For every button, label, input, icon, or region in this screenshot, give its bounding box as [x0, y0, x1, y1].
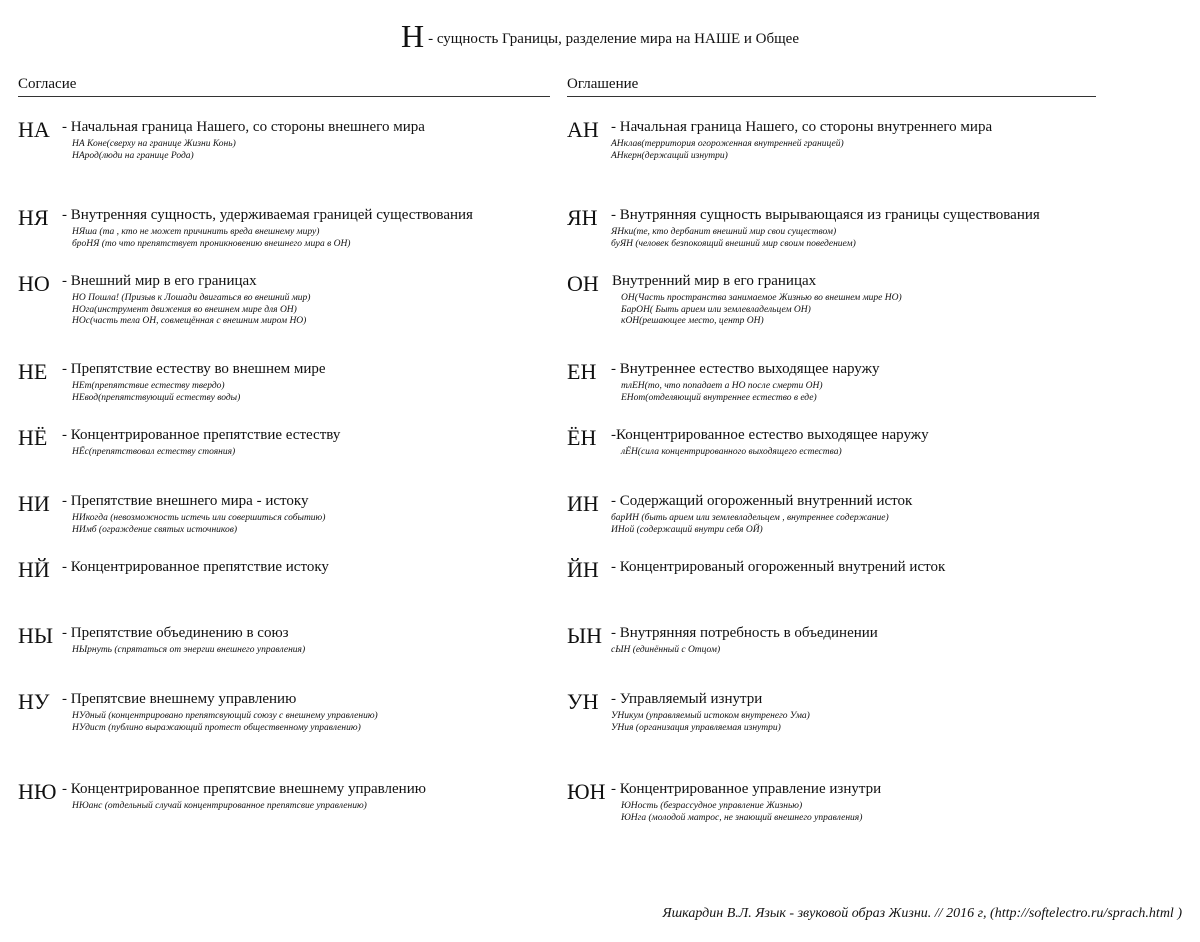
syllable: ЙН: [567, 557, 599, 582]
left-column-heading: Согласие: [18, 76, 550, 97]
examples-list: [72, 381, 240, 404]
example-line: НИкогда (невозможность истечь или совершиться событию): [72, 513, 326, 523]
example-line: УНикум (управляемый истоком внутренего Ума): [611, 711, 810, 721]
example-line: НА Коне(сверху на границе Жизни Конь): [72, 139, 236, 149]
syllable-description: - Концентрированное препятсвие внешнему управлению: [62, 781, 426, 797]
example-line: НЮанс (отдельный случай концентрированное препятсвие управлению): [72, 801, 367, 811]
syllable: АН: [567, 117, 599, 142]
syllable: ЯН: [567, 205, 598, 230]
example-line: ЯНки(те, кто дербанит внешний мир свои существом): [611, 227, 837, 237]
syllable: НЮ: [18, 779, 57, 804]
examples-list: [611, 227, 856, 250]
examples-list: [72, 513, 325, 536]
examples-list: [611, 645, 720, 657]
syllable-description: - Внутрянняя сущность вырывающаяся из границы существования: [611, 207, 1040, 223]
examples-list: [72, 139, 236, 162]
example-line: НЕт(препятствие естеству твердо): [72, 381, 225, 391]
example-line: ЕНот(отделяющий внутреннее естество в еде): [621, 392, 817, 403]
example-line: ИНой (содержащий внутри себя ОЙ): [611, 524, 763, 535]
examples-list: [72, 447, 235, 459]
syllable: НА: [18, 117, 50, 142]
example-line: ЮНость (безрассудное управление Жизнью): [621, 801, 803, 811]
syllable: ЕН: [567, 359, 597, 384]
example-line: АНклав(территория огороженная внутренней границей): [611, 139, 844, 149]
syllable-description: - Препятсвие внешнему управлению: [62, 691, 297, 707]
page-title: [0, 18, 1200, 55]
syllable: ЫН: [567, 623, 603, 648]
example-line: НИмб (ограждение святых источников): [72, 524, 238, 535]
syllable: ЁН: [567, 425, 597, 450]
example-line: НУдист (публино выражающий протест общественному управлению): [72, 722, 361, 733]
syllable-description: - Концентрированное препятствие истоку: [62, 559, 329, 575]
syllable-description: - Внутрянняя потребность в объединении: [611, 625, 878, 641]
example-line: НЯша (та , кто не может причинить вреда внешнему миру): [72, 227, 320, 237]
example-line: НЁс(препятствовал естеству стояния): [72, 447, 236, 457]
syllable: ИН: [567, 491, 599, 516]
example-line: УНия (организация управляемая изнутри): [611, 722, 781, 733]
syllable-description: - Концентрированый огороженный внутрений исток: [611, 559, 946, 575]
syllable-description: - Препятствие объединению в союз: [62, 625, 289, 641]
syllable-description: Внутренний мир в его границах: [612, 273, 817, 289]
examples-list: [611, 711, 810, 734]
syllable: ОН: [567, 271, 599, 296]
examples-list: [621, 293, 902, 328]
syllable: УН: [567, 689, 599, 714]
examples-list: [72, 711, 378, 734]
syllable: ЮН: [567, 779, 606, 804]
syllable-description: - Содержащий огороженный внутренний исток: [611, 493, 913, 509]
example-line: барИН (быть арием или землевладельцем , внутреннее содержание): [611, 513, 889, 523]
example-line: буЯН (человек безпокоящий внешний мир своим поведением): [611, 238, 856, 249]
syllable: НО: [18, 271, 50, 296]
right-column-heading: Оглашение: [567, 76, 1096, 97]
example-line: НОга(инструмент движения во внешнем мире для ОН): [72, 304, 297, 315]
example-line: НОс(часть тела ОН, совмещённая с внешним миром НО): [72, 316, 307, 326]
examples-list: [72, 801, 367, 813]
examples-list: [72, 227, 350, 250]
examples-list: [621, 447, 842, 459]
example-line: НЫрнуть (спрятаться от энергии внешнего управления): [72, 645, 306, 655]
syllable-description: - Концентрированное управление изнутри: [611, 781, 882, 797]
syllable-description: - Внутренняя сущность, удерживаемая границей существования: [62, 207, 473, 223]
syllable-description: - Препятствие внешнего мира - истоку: [62, 493, 309, 509]
examples-list: [72, 645, 305, 657]
example-line: НАрод(люди на границе Рода): [72, 150, 194, 161]
example-line: НЕвод(препятствующий естеству воды): [72, 392, 241, 403]
syllable-description: - Начальная граница Нашего, со стороны внутреннего мира: [611, 119, 993, 135]
example-line: БарОН( Быть арием или землевладельцем ОН): [621, 304, 811, 315]
example-line: тлЕН(то, что попадает а НО после смерти ОН): [621, 381, 823, 391]
syllable-description: -Концентрированное естество выходящее наружу: [611, 427, 929, 443]
syllable-description: - Начальная граница Нашего, со стороны внешнего мира: [62, 119, 425, 135]
syllable: НЕ: [18, 359, 48, 384]
title-letter: Н: [400, 18, 425, 54]
example-line: НО Пошла! (Призыв к Лошади двигаться во внешний мир): [72, 293, 311, 303]
example-line: ОН(Часть пространства занимаемое Жизнью во внешнем мире НО): [621, 293, 902, 303]
example-line: броНЯ (то что препятствует проникновению внешнего мира в ОН): [72, 238, 351, 249]
example-line: ЮНга (молодой матрос, не знающий внешнего управления): [621, 812, 863, 823]
examples-list: [72, 293, 310, 328]
syllable-description: - Управляемый изнутри: [611, 691, 763, 707]
syllable: НУ: [18, 689, 50, 714]
example-line: сЫН (единённый с Отцом): [611, 645, 721, 655]
syllable: НЁ: [18, 425, 48, 450]
syllable-description: - Препятствие естеству во внешнем мире: [62, 361, 326, 377]
syllable: НЯ: [18, 205, 49, 230]
syllable: НЫ: [18, 623, 54, 648]
example-line: кОН(решающее место, центр ОН): [621, 316, 764, 326]
example-line: АНкерн(держащий изнутри): [611, 150, 728, 161]
citation-footer: Яшкардин В.Л. Язык - звуковой образ Жизни. // 2016 г, (http://softelectro.ru/sprach.html ): [662, 906, 1182, 921]
syllable: НЙ: [18, 557, 50, 582]
syllable-description: - Внутреннее естество выходящее наружу: [611, 361, 880, 377]
examples-list: [621, 381, 823, 404]
title-text: - сущность Границы, разделение мира на НАШЕ и Общее: [428, 31, 799, 47]
example-line: НУдный (концентрировано препятсвующий союзу с внешнему управлению): [72, 711, 378, 721]
syllable: НИ: [18, 491, 50, 516]
example-line: лЁН(сила концентрированного выходящего естества): [621, 447, 842, 457]
examples-list: [611, 139, 844, 162]
syllable-description: - Концентрированное препятствие естеству: [62, 427, 341, 443]
examples-list: [621, 801, 862, 824]
examples-list: [611, 513, 889, 536]
syllable-description: - Внешний мир в его границах: [62, 273, 257, 289]
